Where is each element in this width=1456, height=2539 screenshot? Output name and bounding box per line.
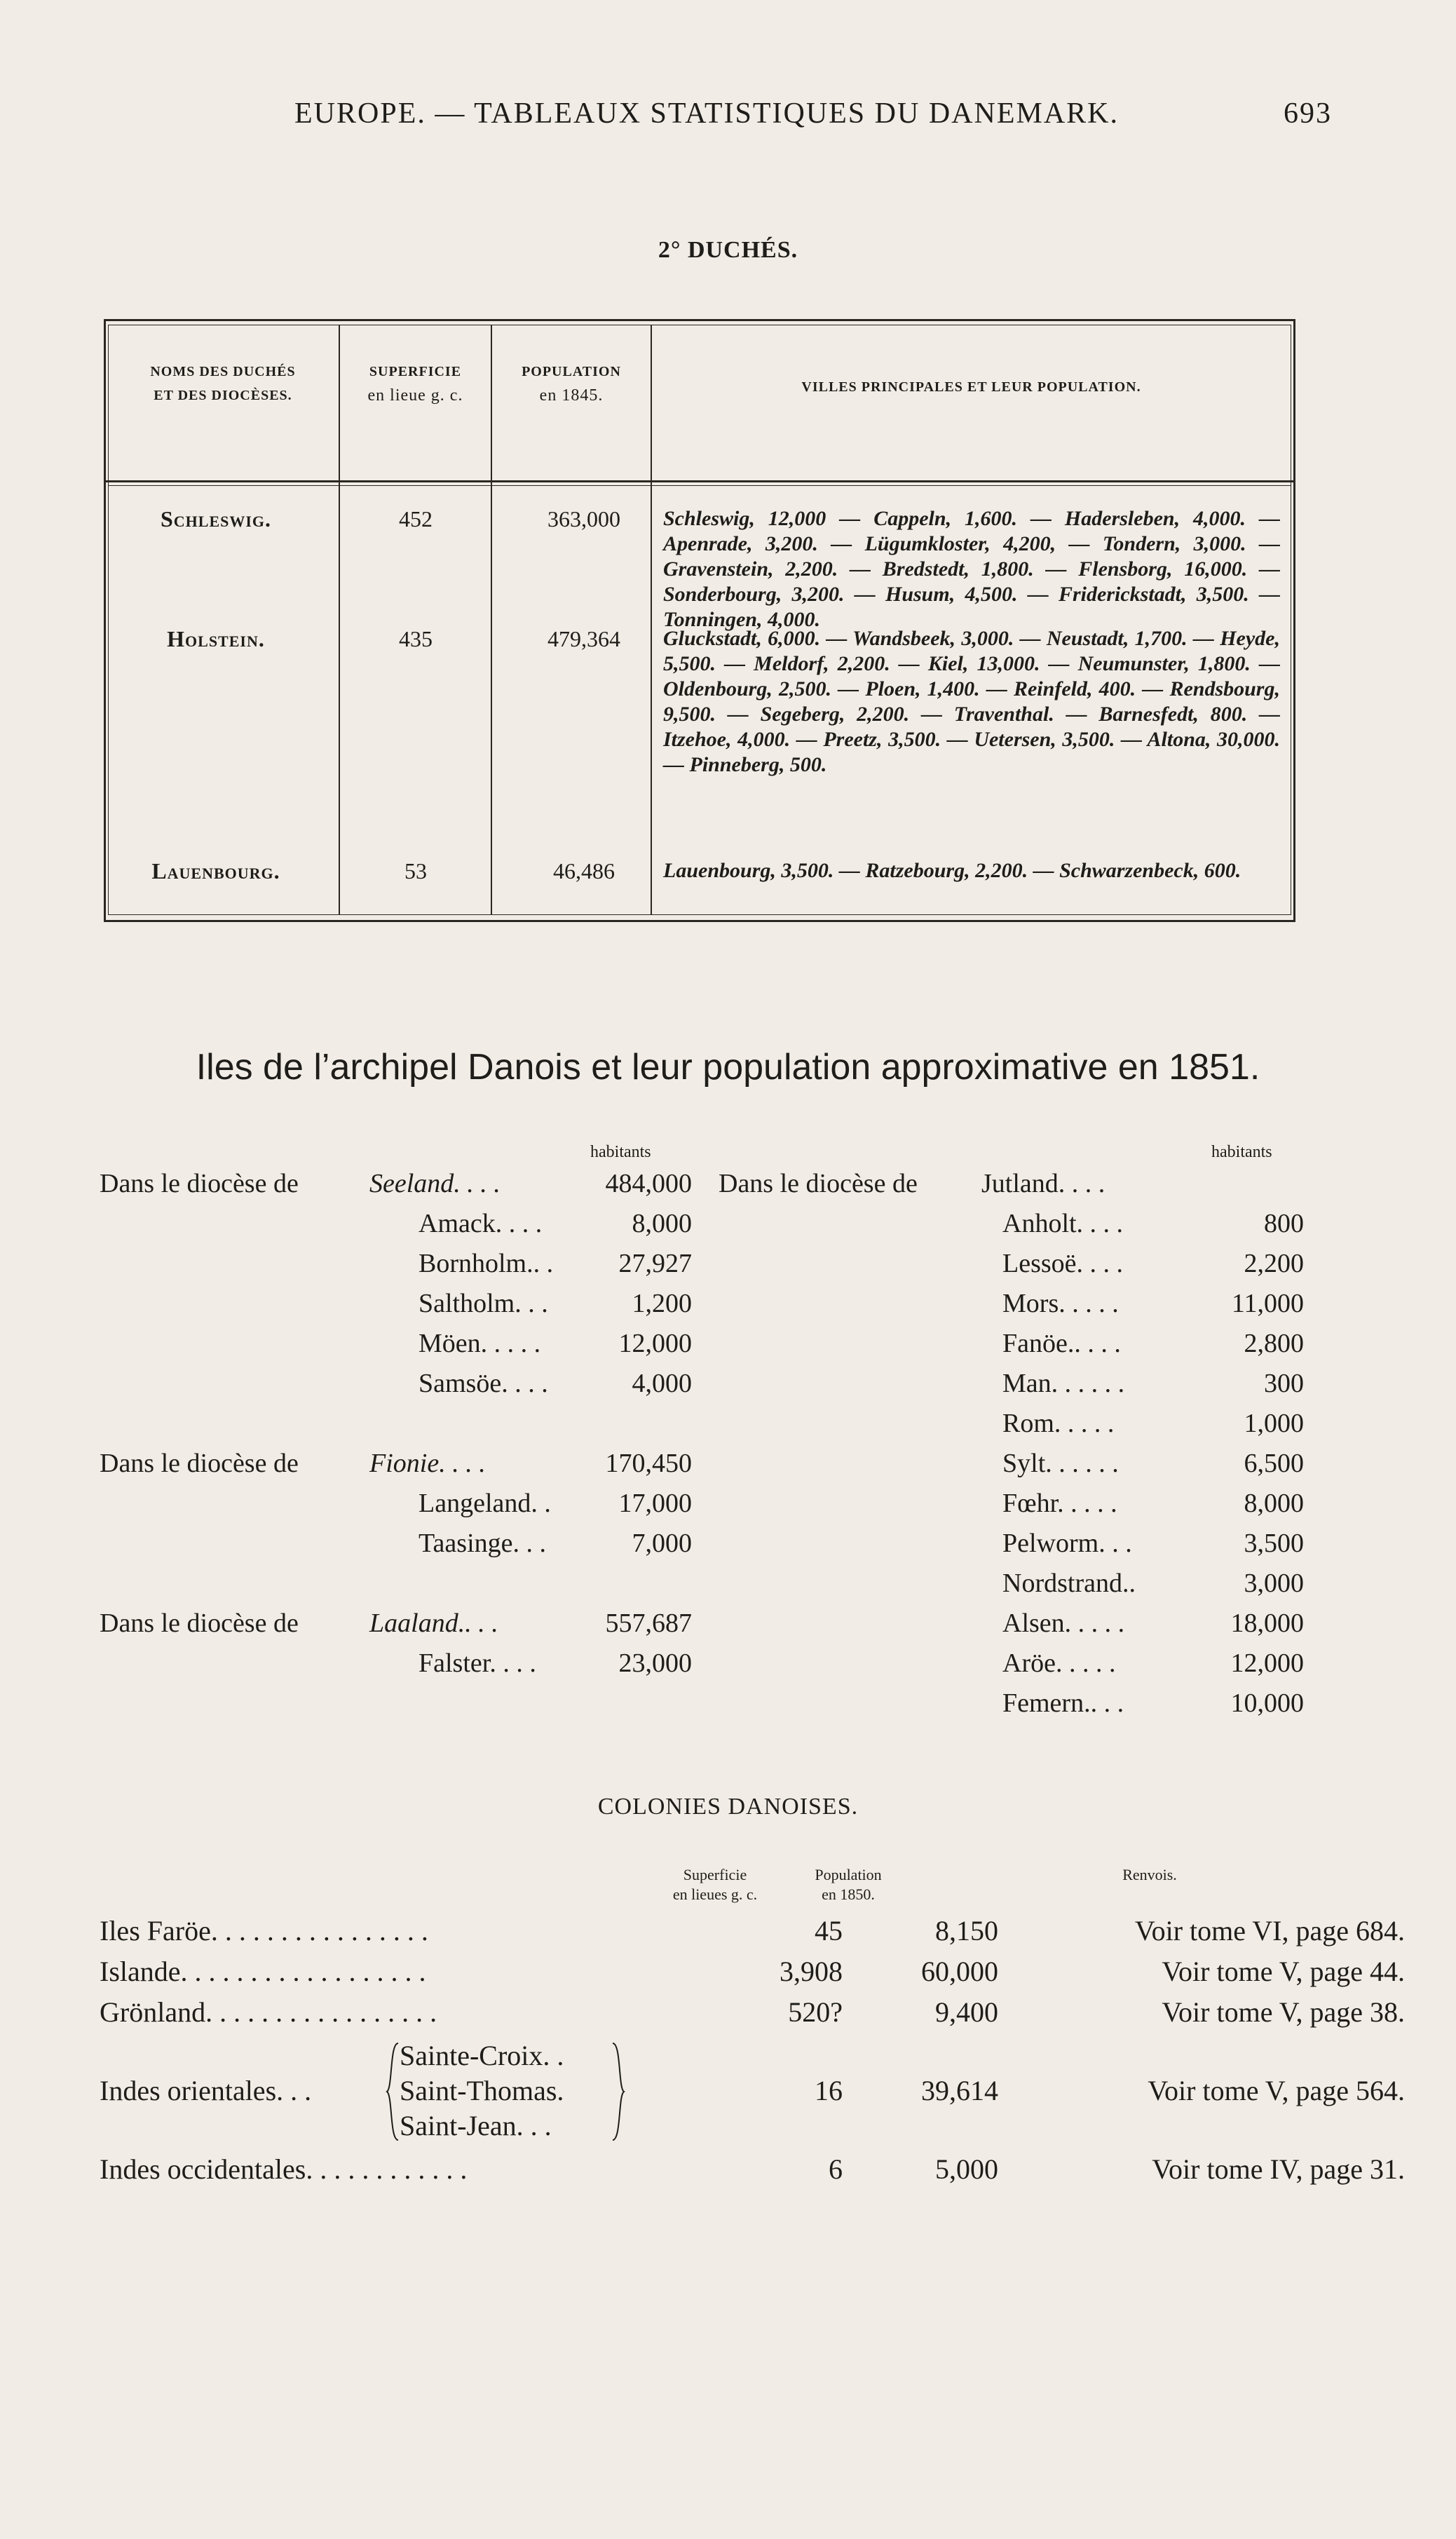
list-item: Langeland. . 17,000 — [419, 1489, 692, 1518]
colonies-header-ref: Renvois. — [1122, 1866, 1177, 1883]
table-row: Iles Faröe. . . . . . . . . . . . . . . . 45 8,150 Voir tome VI, page 684. — [100, 1915, 1405, 1946]
list-item: Saint-Jean. . . — [400, 2110, 552, 2141]
list-item: Anholt. . . . 800 — [1002, 1209, 1304, 1238]
list-item: Femern.. . . 10,000 — [1002, 1688, 1304, 1718]
islands-left-column — [100, 1164, 692, 1684]
header-area-col: SUPERFICIE en lieue g. c. — [367, 364, 463, 405]
header-name-col: NOMS DES DUCHÉS ET DES DIOCÈSES. — [150, 364, 296, 403]
duchy-towns: Gluckstadt, 6,000. — Wandsbeek, 3,000. — Neustadt, 1,700. — Heyde, 5,500. — Meldorf, 2,200. — Kiel, 13,000. — Neumunster, 1,800. — Oldenbourg, 2,500. — Ploen, 1,400. — Reinfeld, 400. — Rendsbourg, 9,500. — Segeberg, 2,200. — Traventhal. — Barnesfedt, 800. — Itzehoe, 4,000. — Preetz, 3,500. — Uetersen, 3,500. — Altona, 30,000. — Pinneberg, 500. — [663, 627, 1280, 776]
duchy-area: 435 — [399, 626, 433, 651]
running-header — [294, 97, 1332, 130]
duchy-name: Lauenbourg. — [151, 858, 280, 883]
list-item: Fanöe.. . . . 2,800 — [1002, 1329, 1304, 1358]
duchy-population: 479,364 — [547, 626, 620, 651]
list-item: Mors. . . . . 11,000 — [1002, 1289, 1304, 1318]
table-row: Indes occidentales. . . . . . . . . . . . 6 5,000 Voir tome IV, page 31. — [100, 2153, 1405, 2185]
section-title: 2° DUCHÉS. — [658, 237, 798, 263]
list-item: Amack. . . . 8,000 — [419, 1209, 692, 1238]
list-item: Saltholm. . . 1,200 — [419, 1289, 692, 1318]
table-row: Indes orientales. . . 16 39,614 Voir tome V, page 564. — [100, 2075, 1405, 2106]
colonies-title: COLONIES DANOISES. — [597, 1794, 859, 1820]
list-item: Sainte-Croix. . — [400, 2040, 564, 2071]
list-item: Möen. . . . . 12,000 — [419, 1329, 692, 1358]
list-item: Dans le diocèse de Jutland. . . . — [719, 1169, 1105, 1198]
page-number: 693 — [1284, 97, 1332, 130]
list-item: Dans le diocèse de Laaland.. . . 557,687 — [100, 1609, 692, 1638]
list-item: Samsöe. . . . 4,000 — [419, 1369, 692, 1398]
list-item: Rom. . . . . 1,000 — [1002, 1409, 1304, 1438]
unit-label-right: habitants — [1211, 1143, 1272, 1161]
list-item: Dans le diocèse de Fionie. . . . 170,450 — [100, 1449, 692, 1478]
list-item: Fœhr. . . . . 8,000 — [1002, 1489, 1304, 1518]
table-row: Grönland. . . . . . . . . . . . . . . . . 520? 9,400 Voir tome V, page 38. — [100, 1996, 1405, 2028]
duchies-table — [104, 319, 1295, 922]
duchy-towns: Schleswig, 12,000 — Cappeln, 1,600. — Hadersleben, 4,000. — Apenrade, 3,200. — Lügumkloster, 4,200, — Tondern, 3,000. — Gravenstein, 2,200. — Bredstedt, 1,800. — Flensborg, 16,000. — Sonderbourg, 3,200. — Husum, 4,500. — Friderickstadt, 3,500. — Tonningen, 4,000. — [663, 507, 1280, 631]
colonies-header-pop: Population en 1850. — [815, 1866, 882, 1903]
islands-title: Iles de l’archipel Danois et leur population approximative en 1851. — [196, 1047, 1260, 1088]
running-title: EUROPE. — TABLEAUX STATISTIQUES DU DANEMARK. — [294, 97, 1120, 130]
colonies-header-area: Superficie en lieues g. c. — [672, 1866, 758, 1903]
duchy-name: Schleswig. — [160, 506, 272, 532]
islands-right-column — [719, 1164, 1304, 1724]
list-item: Bornholm.. . 27,927 — [419, 1249, 692, 1278]
list-item: Pelworm. . . 3,500 — [1002, 1529, 1304, 1558]
list-item: Sylt. . . . . . 6,500 — [1002, 1449, 1304, 1478]
duchy-population: 363,000 — [547, 506, 620, 532]
list-item: Lessoë. . . . 2,200 — [1002, 1249, 1304, 1278]
header-pop-col: POPULATION en 1845. — [522, 364, 621, 405]
duchy-population: 46,486 — [553, 858, 615, 883]
table-row: Islande. . . . . . . . . . . . . . . . . . 3,908 60,000 Voir tome V, page 44. — [100, 1956, 1405, 1987]
duchy-name: Holstein. — [167, 626, 265, 651]
list-item: Dans le diocèse de Seeland. . . . 484,000 — [100, 1169, 692, 1198]
list-item: Falster. . . . 23,000 — [419, 1648, 692, 1678]
list-item: Alsen. . . . . 18,000 — [1002, 1609, 1304, 1638]
list-item: Nordstrand.. 3,000 — [1002, 1569, 1304, 1598]
list-item: Aröe. . . . . 12,000 — [1002, 1648, 1304, 1678]
list-item: Taasinge. . . 7,000 — [419, 1529, 692, 1558]
unit-label-left: habitants — [590, 1143, 651, 1161]
duchy-towns: Lauenbourg, 3,500. — Ratzebourg, 2,200. — Schwarzenbeck, 600. — [663, 859, 1241, 882]
duchy-area: 53 — [404, 858, 427, 883]
list-item: Saint-Thomas. — [400, 2075, 564, 2106]
header-towns-col: VILLES PRINCIPALES ET LEUR POPULATION. — [801, 379, 1141, 395]
duchy-area: 452 — [399, 506, 433, 532]
list-item: Man. . . . . . 300 — [1002, 1369, 1304, 1398]
